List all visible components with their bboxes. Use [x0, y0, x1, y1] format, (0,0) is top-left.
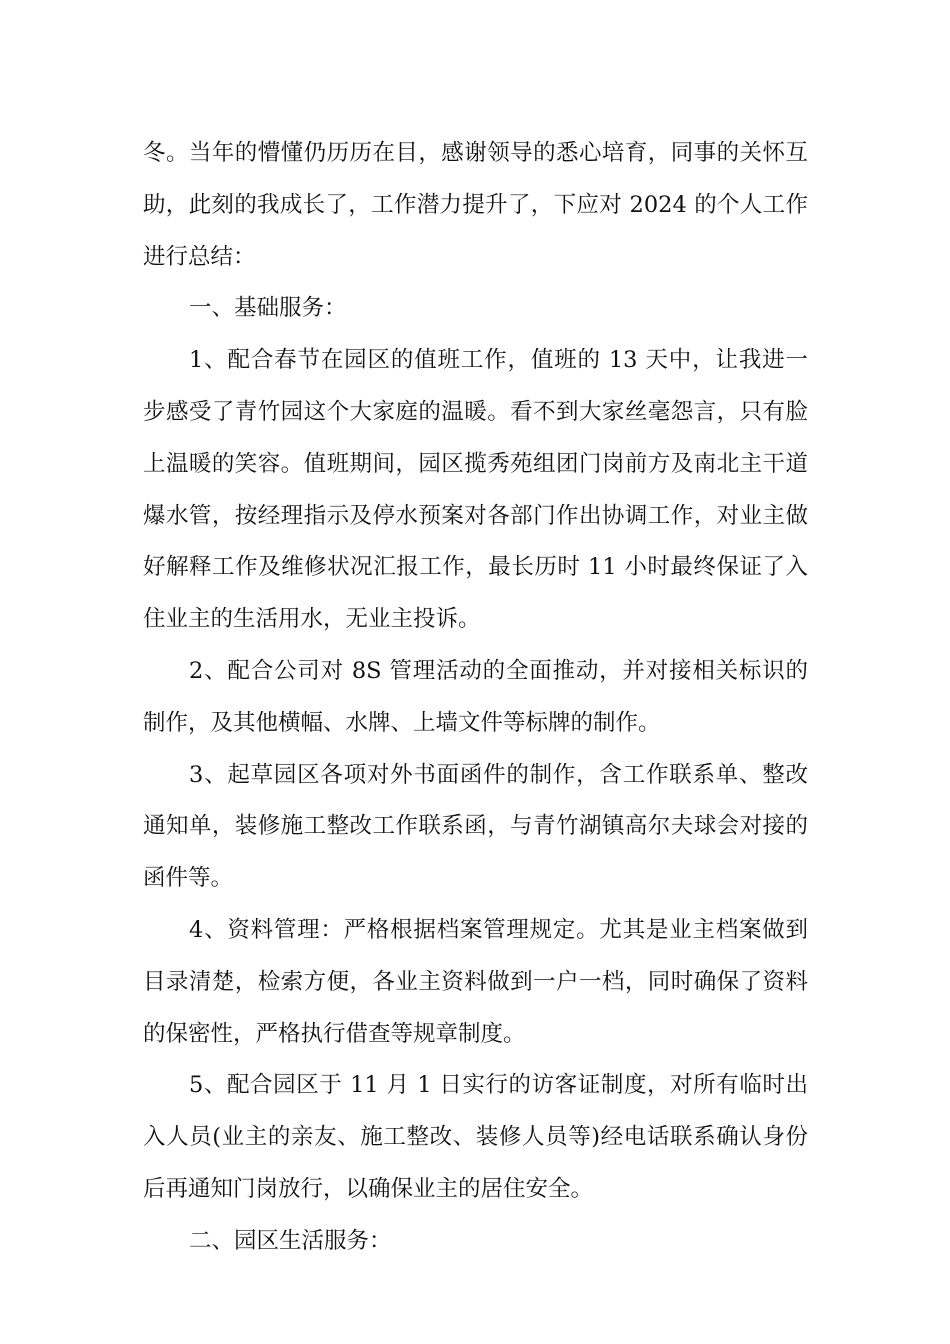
document-body [143, 128, 808, 1268]
list-item-records-management: 4、资料管理：严格根据档案管理规定。尤其是业主档案做到目录清楚，检索方便，各业主资料做到一户一档，同时确保了资料的保密性，严格执行借查等规章制度。 [143, 916, 808, 1047]
list-item-visitor-pass: 5、配合园区于 11 月 1 日实行的访客证制度，对所有临时出入人员(业主的亲友、施工整改、装修人员等)经电话联系确认身份后再通知门岗放行，以确保业主的居住安全。 [143, 1072, 808, 1202]
list-item-external-letters: 3、起草园区各项对外书面函件的制作，含工作联系单、整改通知单，装修施工整改工作联系函，与青竹湖镇高尔夫球会对接的函件等。 [143, 761, 808, 892]
section-heading-living-services: 二、园区生活服务： [189, 1227, 392, 1254]
intro-paragraph: 冬。当年的懵懂仍历历在目，感谢领导的悉心培育，同事的关怀互助，此刻的我成长了，工作潜力提升了，下应对 2024 的个人工作进行总结： [143, 140, 808, 270]
list-item-spring-festival-duty: 1、配合春节在园区的值班工作，值班的 13 天中，让我进一步感受了青竹园这个大家庭的温暖。看不到大家丝毫怨言，只有脸上温暖的笑容。值班期间，园区揽秀苑组团门岗前方及南北主干道爆水管，按经理指示及停水预案对各部门作出协调工作，对业主做好解释工作及维修状况汇报工作，最长历时 11 小时最终保证了入住业主的生活用水，无业主投诉。 [143, 347, 808, 633]
list-item-8s-management: 2、配合公司对 8S 管理活动的全面推动，并对接相关标识的制作，及其他横幅、水牌、上墙文件等标牌的制作。 [143, 657, 808, 736]
section-heading-basic-services: 一、基础服务： [189, 295, 347, 322]
